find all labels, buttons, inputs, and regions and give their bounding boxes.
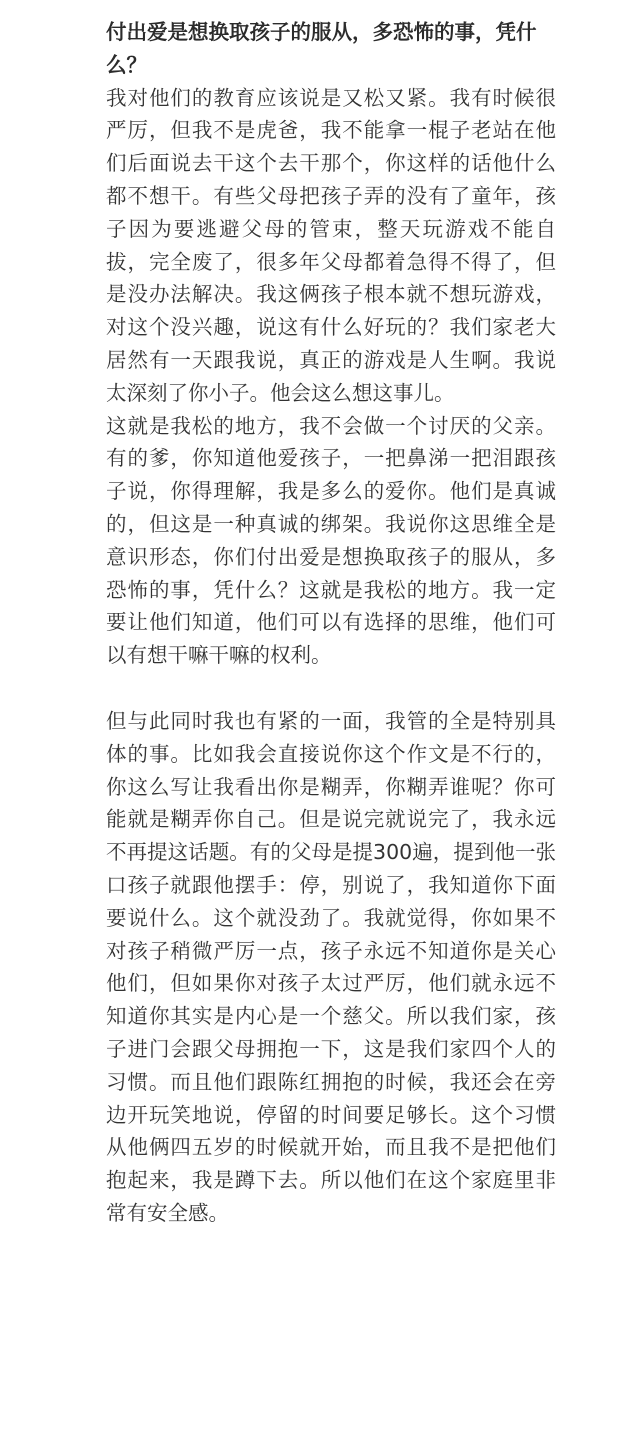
paragraph-2: 这就是我松的地方，我不会做一个讨厌的父亲。有的爹，你知道他爱孩子，一把鼻涕一把泪跟孩子说，你得理解，我是多么的爱你。他们是真诚的，但这是一种真诚的绑架。我说你这思维全是意识形态，你们付出爱是想换取孩子的服从，多恐怖的事，凭什么？这就是我松的地方。我一定要让他们知道，他们可以有选择的思维，他们可以有想干嘛干嘛的权利。 <box>106 413 556 668</box>
article-title: 付出爱是想换取孩子的服从，多恐怖的事，凭什么？ <box>106 20 537 77</box>
article <box>106 16 556 1230</box>
paragraph-spacer <box>106 672 556 705</box>
paragraph-3: 但与此同时我也有紧的一面，我管的全是特别具体的事。比如我会直接说你这个作文是不行的，你这么写让我看出你是糊弄，你糊弄谁呢？你可能就是糊弄你自己。但是说完就说完了，我永远不再提这话题。有的父母是提300遍，提到他一张口孩子就跟他摆手：停，别说了，我知道你下面要说什么。这个就没劲了。我就觉得，你如果不对孩子稍微严厉一点，孩子永远不知道你是关心他们，但如果你对孩子太过严厉，他们就永远不知道你其实是内心是一个慈父。所以我们家，孩子进门会跟父母拥抱一下，这是我们家四个人的习惯。而且他们跟陈红拥抱的时候，我还会在旁边开玩笑地说，停留的时间要足够长。这个习惯从他俩四五岁的时候就开始，而且我不是把他们抱起来，我是蹲下去。所以他们在这个家庭里非常有安全感。 <box>106 708 556 1225</box>
paragraph-1: 我对他们的教育应该说是又松又紧。我有时候很严厉，但我不是虎爸，我不能拿一棍子老站在他们后面说去干这个去干那个，你这样的话他什么都不想干。有些父母把孩子弄的没有了童年，孩子因为要逃避父母的管束，整天玩游戏不能自拔，完全废了，很多年父母都着急得不得了，但是没办法解决。我这俩孩子根本就不想玩游戏，对这个没兴趣，说这有什么好玩的？我们家老大居然有一天跟我说，真正的游戏是人生啊。我说太深刻了你小子。他会这么想这事儿。 <box>106 85 556 405</box>
